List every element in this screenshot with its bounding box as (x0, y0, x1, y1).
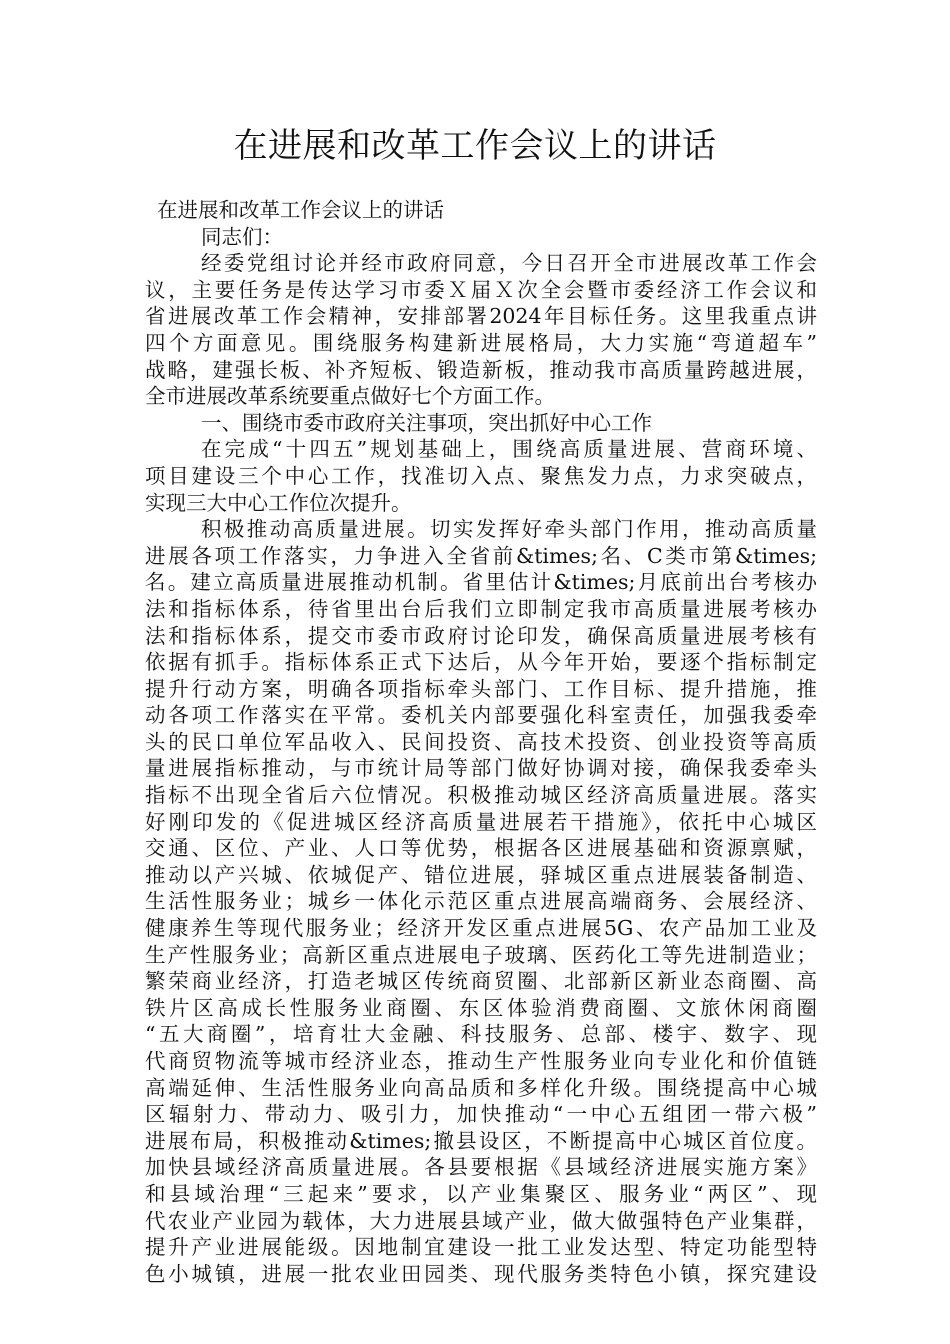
text-line: 健康养生等现代服务业；经济开发区重点进展5G、农产品加工业及 (145, 916, 817, 941)
text-line: 法和指标体系，提交市委市政府讨论印发，确保高质量进展考核有 (145, 623, 817, 648)
text-line: 加快县域经济高质量进展。各县要根据《县域经济进展实施方案》 (145, 1155, 817, 1180)
text-line: 代农业产业园为载体，大力进展县域产业，做大做强特色产业集群， (145, 1208, 817, 1233)
text-line: 量进展指标推动，与市统计局等部门做好协调对接，确保我委牵头 (145, 756, 817, 781)
text-line: 生活性服务业；城乡一体化示范区重点进展高端商务、会展经济、 (145, 889, 817, 914)
text-line: 提升行动方案，明确各项指标牵头部门、工作目标、提升措施，推 (145, 676, 817, 701)
document-title: 在进展和改革工作会议上的讲话 (233, 126, 717, 166)
text-line: 在进展和改革工作会议上的讲话 (157, 198, 444, 222)
text-line: 和县域治理“三起来”要求，以产业集聚区、服务业“两区”、现 (145, 1181, 817, 1206)
text-line: 法和指标体系，待省里出台后我们立即制定我市高质量进展考核办 (145, 596, 817, 621)
text-line: 四个方面意见。围绕服务构建新进展格局，大力实施“弯道超车” (145, 330, 817, 355)
text-line: 动各项工作落实在平常。委机关内部要强化科室责任，加强我委牵 (145, 703, 817, 728)
text-line: 依据有抓手。指标体系正式下达后，从今年开始，要逐个指标制定 (145, 650, 817, 675)
text-line: 提升产业进展能级。因地制宜建设一批工业发达型、特定功能型特 (145, 1235, 817, 1260)
text-line: 繁荣商业经济，打造老城区传统商贸圈、北部新区新业态商圈、高 (145, 969, 817, 994)
text-line: 代商贸物流等城市经济业态，推动生产性服务业向专业化和价值链 (145, 1049, 817, 1073)
text-line: 好刚印发的《促进城区经济高质量进展若干措施》，依托中心城区 (145, 809, 817, 834)
text-line: 推动以产兴城、依城促产、错位进展，驿城区重点进展装备制造、 (145, 862, 817, 887)
text-line: 进展各项工作落实，力争进入全省前&times;名、C类市第&times; (145, 543, 817, 568)
text-line: 在完成“十四五”规划基础上，围绕高质量进展、营商环境、 (201, 437, 817, 462)
text-line: 高端延伸、生活性服务业向高品质和多样化升级。围绕提高中心城 (145, 1075, 817, 1100)
text-line: 铁片区高成长性服务业商圈、东区体验消费商圈、文旅休闲商圈 (145, 995, 817, 1020)
text-line: 积极推动高质量进展。切实发挥好牵头部门作用，推动高质量 (201, 517, 817, 542)
text-line: 项目建设三个中心工作，找准切入点、聚焦发力点，力求突破点， (145, 463, 817, 488)
text-line: 头的民口单位军品收入、民间投资、高技术投资、创业投资等高质 (145, 729, 817, 754)
text-line: 同志们： (201, 224, 283, 249)
text-line: 进展布局，积极推动&times;撤县设区，不断提高中心城区首位度。 (145, 1128, 817, 1153)
text-line: 议，主要任务是传达学习市委Ｘ届Ｘ次全会暨市委经济工作会议和 (145, 277, 817, 302)
text-line: “五大商圈”，培育壮大金融、科技服务、总部、楼宇、数字、现 (145, 1022, 817, 1047)
text-line: 生产性服务业；高新区重点进展电子玻璃、医药化工等先进制造业； (145, 942, 817, 967)
text-line: 区辐射力、带动力、吸引力，加快推动“一中心五组团一带六极” (145, 1102, 817, 1127)
text-line: 省进展改革工作会精神，安排部署2024年目标任务。这里我重点讲 (145, 304, 817, 329)
text-line: 交通、区位、产业、人口等优势，根据各区进展基础和资源禀赋， (145, 836, 817, 861)
text-line: 全市进展改革系统要重点做好七个方面工作。 (145, 384, 555, 409)
text-line: 实现三大中心工作位次提升。 (145, 490, 412, 515)
text-line: 名。建立高质量进展推动机制。省里估计&times;月底前出台考核办 (145, 570, 817, 595)
text-line: 色小城镇，进展一批农业田园类、现代服务类特色小镇，探究建设 (145, 1261, 817, 1286)
document-body (145, 197, 817, 1287)
text-line: 指标不出现全省后六位情况。积极推动城区经济高质量进展。落实 (145, 783, 817, 808)
text-line: 战略，建强长板、补齐短板、锻造新板，推动我市高质量跨越进展， (145, 357, 817, 382)
text-line: 经委党组讨论并经市政府同意，今日召开全市进展改革工作会 (201, 251, 817, 276)
text-line: 一、围绕市委市政府关注事项，突出抓好中心工作 (201, 410, 652, 435)
